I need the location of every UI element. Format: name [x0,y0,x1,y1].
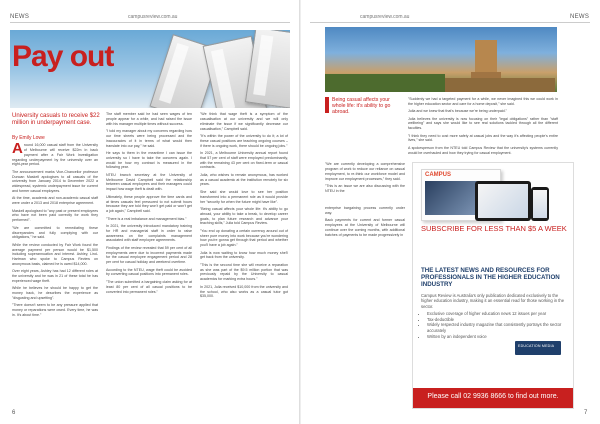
paragraph: While he believes he should be happy to get the money back, he describes the experience as "disgusting and upsetting". [12,286,98,301]
paragraph: He says to them in the meantime I can issue the university so I have to take the concerns again. I would be how my contract is measured in the following year. [106,150,192,170]
paragraph: Julia, who wishes to remain anonymous, has worked as a casual academic at the institution remotely for six years. [200,172,288,187]
paragraph: Julia is now waiting to know how much money she'll get back from the university. [200,250,288,260]
call-to-action[interactable] [413,388,573,408]
paragraph: "We think that wage theft is a symptom of the casualisation at our university and we will only eliminate the issue if we significantly decrease our casualisation," Campbell said. [200,112,288,131]
article-column-5 [325,162,405,202]
paragraph: NTEU branch secretary at the University of Melbourne David Campbell said the relationship between casual employees and their managers could impact how wage theft is dealt with. [106,172,192,192]
subscription-ad[interactable] [412,162,574,409]
site-url: campusreview.com.au [360,14,410,20]
paragraph: "Suddenly we had a targeted payment for a while, we never imagined this we could work in the higher education sector and care for a home deposit," she said. [408,97,558,106]
paragraph: Findings of the review revealed that 59 per cent of all employments were due to incorrect payments made for the casual employee engagement period and 28 per cent for casual holiday and weekend overtime. [106,245,192,265]
standfirst: University casuals to receive $22 million in underpayment case. [12,113,100,126]
subscribe-headline: SUBSCRIBE FOR LESS THAN $5 A WEEK [421,224,567,233]
ad-feature: • Exclusive coverage of higher education news 12 issues per year [427,311,573,317]
paragraph: While the review conducted by Fair Work found the average payment per person would be $1,500 including superannuation and interest. Ashley, Lind-Hartman who spoke to Campus Review on anonymous basis, claimed he is owed $14,000. [12,242,98,267]
site-url: campusreview.com.au [128,14,178,20]
trees-shape [325,74,445,92]
building-shape [445,78,555,92]
paragraph: Ultimately, these people approve the time cards and at times casuals feel pressured to not submit hours because they are told they won't get paid or won't get a job again," Campbell said. [106,194,192,214]
paragraph: Around 16,000 casual staff from the University of Melbourne will receive $22m in back payment after a Fair Work Investigation regarding underpayment by the university over an eight-year period. [12,143,98,167]
ad-feature: • Widely respected industry magazine that consistently portrays the sector accurately [427,322,573,333]
pull-quote-bar [325,97,329,113]
paragraph: enterprise bargaining process currently under way. [325,206,405,215]
paragraph: "We are currently developing a comprehensive program of work to reduce our reliance on casual employment, to re-think our workforce model and improve our employment processes," they said. [325,162,405,181]
header-rule [10,22,290,23]
page-number: 6 [12,410,16,416]
paragraph: "You end up donating a certain currency around out of sheer pure money into work because you're wondering how you're gonna get through that period and whether you'll have a job again." [200,228,288,248]
paragraph: In 2021, the university introduced mandatory training for HR and managerial staff in order to raise awareness on the complaints management associated with staff employee agreements. [106,223,192,243]
paragraph: In 2021, Julia received $10,000 from the university and the school, who also works as a casual tutor got $35,000. [200,284,288,299]
paragraph: She said she would love to see her position transformed into a permanent role as it would provide her "security for when the future might have like". [200,189,288,204]
pull-quote: Being casual affects your whole life: it's ability to go abroad. [332,97,391,116]
phone-icon [531,187,549,221]
paragraph: In 2021, a Melbourne University annual report found that 57 per cent of staff were employed predominantly, with the remaining 43 per cent on fixed-term or casual contracts. [200,150,288,170]
paragraph: "Being casual affects your whole life: it's ability to go abroad, your ability to take a break, to develop career goals, to plan future research and advance your teaching skills," Julia told Campus Review. [200,206,288,226]
paragraph: "I think they need to cost more safely at casual jobs and the way it's affecting people's entire lives," she said. [408,133,558,143]
article-column-4 [408,97,558,159]
publisher-logo-text: EDUCATION MEDIA [518,344,555,348]
ad-feature: • Tax-deductible [427,317,573,323]
paragraph: A spokesperson from the NTEU told Campus Review that the university's systems currently would be overhauled and how they trying for casual employment. [408,145,558,155]
ad-description: Campus Review is Australia's only publication dedicated exclusively to the higher education industry, making it an essential read for those working in the sector. [421,293,565,309]
article-column-6 [325,206,405,242]
paragraph: "This is the second time she will receive a reparation as she was part of the $9.5 million portion that was previously repaid by the University to casual academics for marking extra hours." [200,262,288,282]
byline: By Emily Lowe [12,135,45,141]
section-label: NEWS [10,14,30,20]
paragraph: "There is a real imbalance and management bias." [106,216,187,221]
paragraph: "I told my manager about my concerns regarding how our time sheets were being processed and the inaccuracies of it in terms of what would then translate into our pay," he said. [106,129,192,148]
paragraph: "We are committed to remediating these discrepancies and fully complying with our obligations," he said. [12,225,98,240]
paragraph: The announcement marks Vice-Chancellor professor Duncan Maskell apologises to all casuals of the university from January 2014 to December 2022 a widespread, systemic underpayment issue for current and former casual employees. [12,169,98,194]
paragraph: Julia and we knew that that's because we're being underpaid." [408,109,507,114]
headline: Pay out [12,40,114,73]
header-rule [310,22,590,23]
magazine-title: CAMPUS [425,172,452,178]
article-column-1 [12,143,98,408]
paragraph: "There doesn't seem to be any pressure applied that money or reparations were owed. Every time, he was in. It's about time." [12,303,98,318]
university-building-photo [325,27,557,92]
article-column-2 [106,112,192,408]
paragraph: "The union submitted a bargaining claim asking for at least 80 per cent of all casual positions to be converted into permanent roles." [106,279,192,294]
section-label: NEWS [570,14,590,20]
page-number: 7 [584,410,588,416]
paragraph: At the time, academic and non-academic casual staff were under a 2013 and 2018 enterprise agreement. [12,196,98,206]
paragraph: The staff member said he had seen wages of ten people appear for a while, and had raised the issue with his manager multiple times without success. [106,112,192,126]
ad-feature: • Written by an independent voice [427,334,573,340]
paragraph: "It's within the power of the university to do it; a lot of these casual positions are teaching ongoing courses – if there is ongoing work, there should be ongoing jobs." [200,133,288,148]
tablet-icon [475,181,531,221]
paragraph: Back payments for current and former casual employees at the University of Melbourne will continue over the coming months, with additional batches of payments to be made progressively in [325,218,405,237]
article-column-3 [200,112,288,408]
publisher-logo [515,341,561,355]
paragraph: "This is an issue we are also discussing with the NTEU in the [325,183,405,193]
paragraph: Julia believes the university is now focusing on their "legal obligations" rather than "staff wellbeing" and says she would like to see real solutions tackled through all the different faculties. [408,116,558,131]
call-to-action-text: Please call 02 9936 8666 to find out more. [427,393,559,400]
paragraph: Over eight years, Ashley has had 12 different roles at the university and he was in 21 of these total he has experienced wage theft. [12,269,98,284]
drop-cap: A [12,143,23,157]
ad-title: THE LATEST NEWS AND RESOURCES FOR PROFESSIONALS IN THE HIGHER EDUCATION INDUSTRY [421,267,560,289]
ad-feature-list [421,311,573,339]
paragraph: According to the NTEU, wage theft could be avoided by converting casual positions into permanent roles. [106,267,192,277]
spread-gutter [299,0,301,424]
paragraph: Maskell apologised to "any past or present employees who have not been paid correctly for work they performed". [12,208,98,223]
